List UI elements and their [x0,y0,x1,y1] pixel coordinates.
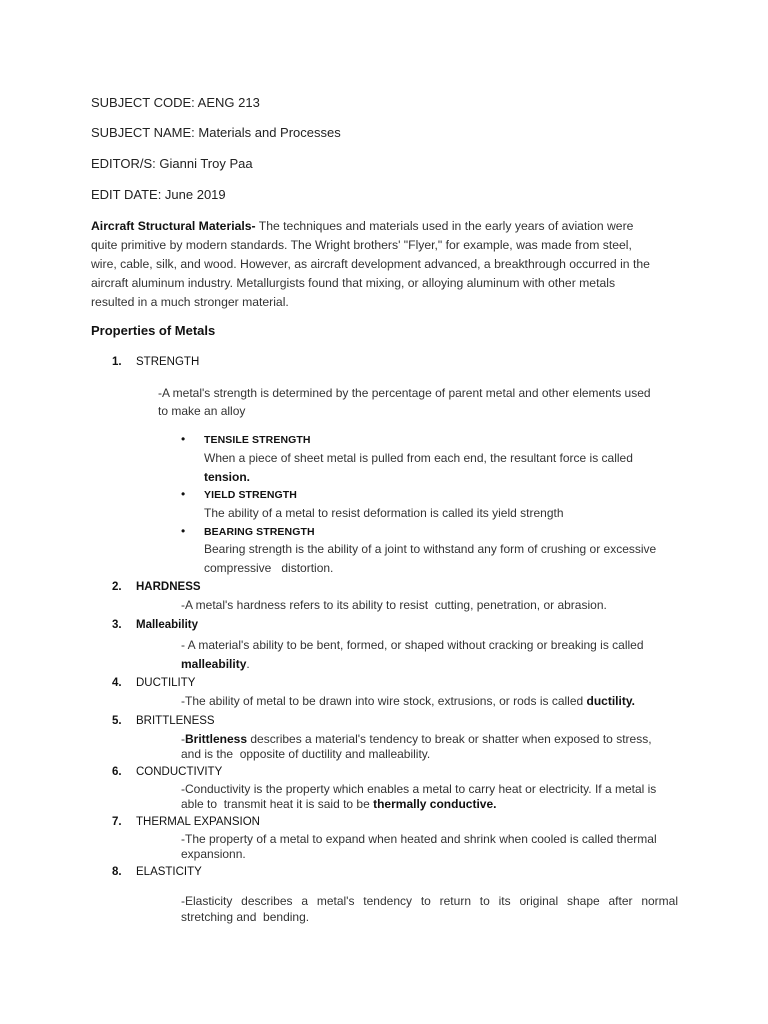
description-line [181,797,681,812]
list-number: 5. [112,715,122,727]
intro-line: aircraft aluminum industry. Metallurgists found that mixing, or alloying aluminum with other metals [91,276,616,290]
intro-line: resulted in a much stronger material. [91,295,289,309]
subtype-name: TENSILE STRENGTH [204,434,311,446]
description-line: The ability of a metal to resist deformation is called its yield strength [204,506,564,520]
list-number: 8. [112,866,122,878]
subtype-name: YIELD STRENGTH [204,489,297,501]
property-name: THERMAL EXPANSION [136,816,260,828]
list-number: 4. [112,677,122,689]
list-number: 1. [112,356,122,368]
description-line: and is the opposite of ductility and malleability. [181,747,431,761]
description-text: describes a material's tendency to break or shatter when exposed to stress, [247,732,652,746]
editors: EDITOR/S: Gianni Troy Paa [91,156,253,171]
section-heading: Properties of Metals [91,323,216,338]
intro-line: The techniques and materials used in the early years of aviation were [258,219,634,233]
intro-line: wire, cable, silk, and wood. However, as aircraft development advanced, a breakthrough occurred in the [91,257,650,271]
property-description [181,636,681,674]
punctuation: . [246,657,250,671]
property-description [181,782,681,812]
description-line: expansionn. [181,847,246,861]
description-line: compressive distortion. [204,561,334,575]
subtype-description [204,540,684,578]
list-number: 6. [112,766,122,778]
property-description [181,694,635,708]
description-text: able to transmit heat it is said to be [181,797,374,811]
subtype-description [204,449,684,487]
description-text: -The ability of metal to be drawn into wire stock, extrusions, or rods is called [181,694,587,708]
description-line: to make an alloy [158,404,246,418]
description-line: -Elasticity describes a metal's tendency to return to its original shape after normal [181,894,678,908]
intro-paragraph [91,217,691,312]
subtype-name: BEARING STRENGTH [204,526,315,538]
bold-term: malleability [181,657,247,671]
property-description [181,732,681,762]
intro-line: quite primitive by modern standards. The Wright brothers' "Flyer," for example, was made from steel, [91,238,632,252]
bullet-icon: • [181,432,186,446]
description-line: stretching and bending. [181,910,310,924]
bullet-icon: • [181,487,186,501]
property-description [181,893,678,925]
property-name: BRITTLENESS [136,715,215,727]
property-name: STRENGTH [136,356,200,368]
property-name: Malleability [136,619,198,631]
property-name: ELASTICITY [136,866,202,878]
bold-term: Brittleness [185,732,248,746]
property-description: -A metal's hardness refers to its ability to resist cutting, penetration, or abrasion. [181,598,607,612]
property-name: HARDNESS [136,581,201,593]
description-line: -The property of a metal to expand when heated and shrink when cooled is called thermal [181,832,657,846]
list-number: 3. [112,619,122,631]
description-line [181,732,681,747]
bullet-icon: • [181,524,186,538]
description-line: -Conductivity is the property which enables a metal to carry heat or electricity. If a metal is [181,782,657,796]
description-line: -A metal's strength is determined by the percentage of parent metal and other elements used [158,386,651,400]
list-number: 7. [112,816,122,828]
list-number: 2. [112,581,122,593]
property-name: DUCTILITY [136,677,196,689]
property-name: CONDUCTIVITY [136,766,223,778]
intro-title: Aircraft Structural Materials- [91,219,256,233]
description-line: When a piece of sheet metal is pulled from each end, the resultant force is called [204,451,633,465]
description-line: Bearing strength is the ability of a joint to withstand any form of crushing or excessive [204,542,657,556]
description-line [181,655,681,674]
subject-code: SUBJECT CODE: AENG 213 [91,95,260,110]
bold-term: ductility. [586,694,635,708]
property-description [181,832,681,862]
bold-term: thermally conductive. [373,797,497,811]
subject-name: SUBJECT NAME: Materials and Processes [91,125,341,140]
dash: - [181,732,185,746]
description-line: - A material's ability to be bent, formed, or shaped without cracking or breaking is called [181,638,644,652]
subtype-description [204,504,684,523]
property-description [158,384,678,420]
description-line-bold: tension. [204,470,251,484]
edit-date: EDIT DATE: June 2019 [91,187,226,202]
